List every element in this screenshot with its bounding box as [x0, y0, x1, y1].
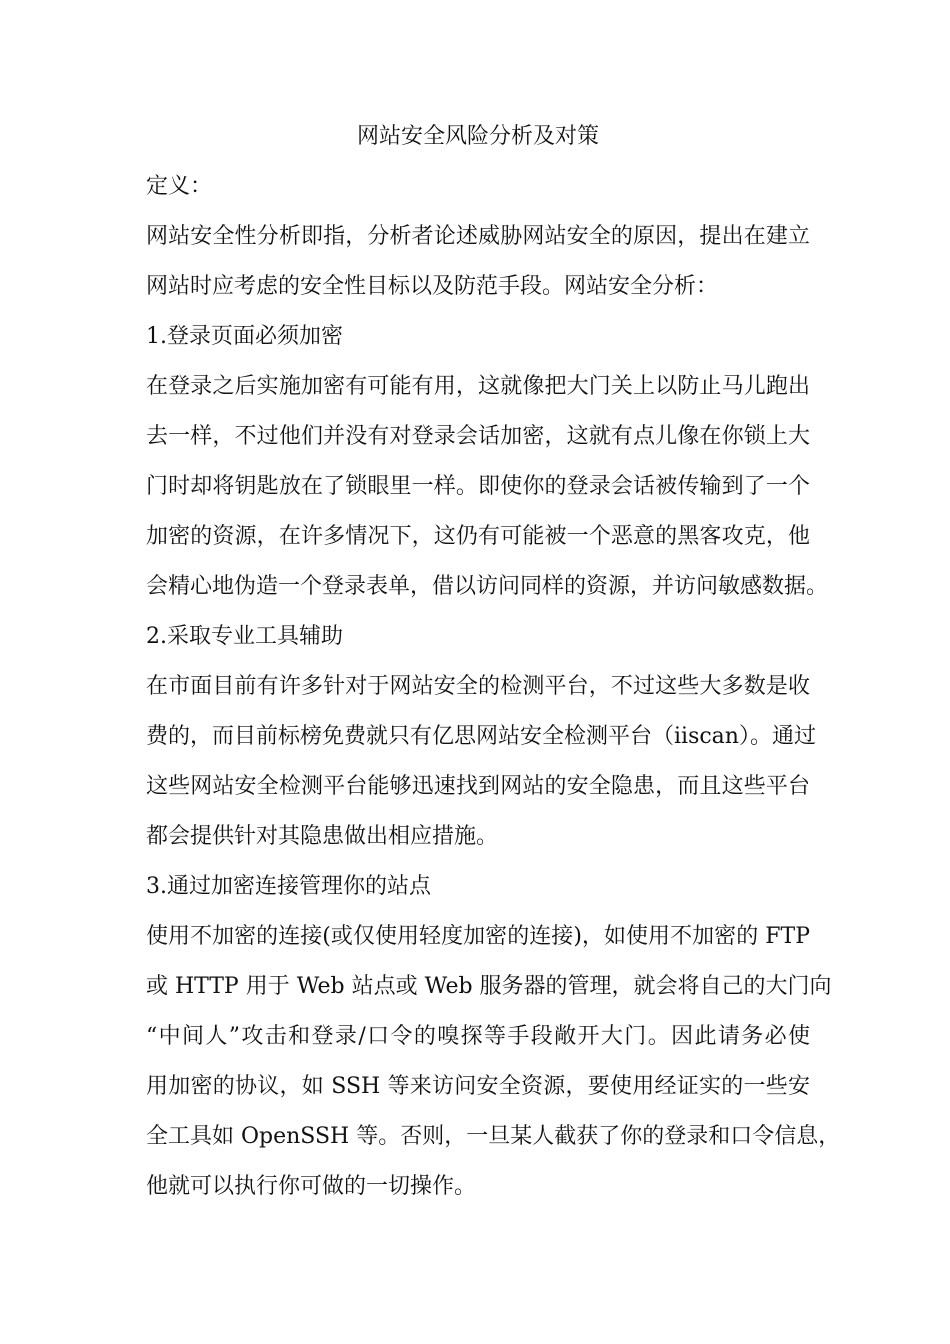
paragraph-line: 在市面目前有许多针对于网站安全的检测平台，不过这些大多数是收: [146, 674, 810, 699]
paragraph-line: 用加密的协议，如 SSH 等来访问安全资源，要使用经证实的一些安: [146, 1074, 810, 1099]
paragraph-line: 费的，而目前标榜免费就只有亿思网站安全检测平台（iiscan）。通过: [146, 724, 816, 749]
paragraph-line: 这些网站安全检测平台能够迅速找到网站的安全隐患，而且这些平台: [146, 774, 810, 799]
paragraph-line: 会精心地伪造一个登录表单，借以访问同样的资源，并访问敏感数据。: [146, 574, 829, 599]
section-heading-2: 2.采取专业工具辅助: [146, 624, 343, 649]
paragraph-line: 网站安全性分析即指，分析者论述威胁网站安全的原因，提出在建立: [146, 224, 810, 249]
paragraph-line: 都会提供针对其隐患做出相应措施。: [146, 824, 499, 849]
document-title: 网站安全风险分析及对策: [356, 124, 599, 149]
document-page: [146, 112, 841, 1212]
paragraph-line: 去一样，不过他们并没有对登录会话加密，这就有点儿像在你锁上大: [146, 424, 810, 449]
paragraph-line: 或 HTTP 用于 Web 站点或 Web 服务器的管理，就会将自己的大门向: [146, 974, 832, 999]
section-heading-1: 1.登录页面必须加密: [146, 324, 343, 349]
paragraph-line: 在登录之后实施加密有可能有用，这就像把大门关上以防止马儿跑出: [146, 374, 810, 399]
paragraph-line: 使用不加密的连接(或仅使用轻度加密的连接)，如使用不加密的 FTP: [146, 924, 810, 949]
paragraph-line: 全工具如 OpenSSH 等。否则，一旦某人截获了你的登录和口令信息，: [146, 1124, 841, 1149]
definition-heading: 定义：: [146, 174, 213, 199]
paragraph-line: 他就可以执行你可做的一切操作。: [146, 1174, 477, 1199]
section-heading-3: 3.通过加密连接管理你的站点: [146, 874, 431, 899]
paragraph-line: 门时却将钥匙放在了锁眼里一样。即使你的登录会话被传输到了一个: [146, 474, 810, 499]
paragraph-line: 加密的资源，在许多情况下，这仍有可能被一个恶意的黑客攻克，他: [146, 524, 810, 549]
paragraph-line: “中间人”攻击和登录/口令的嗅探等手段敞开大门。因此请务必使: [146, 1024, 810, 1049]
paragraph-line: 网站时应考虑的安全性目标以及防范手段。网站安全分析：: [146, 274, 719, 299]
